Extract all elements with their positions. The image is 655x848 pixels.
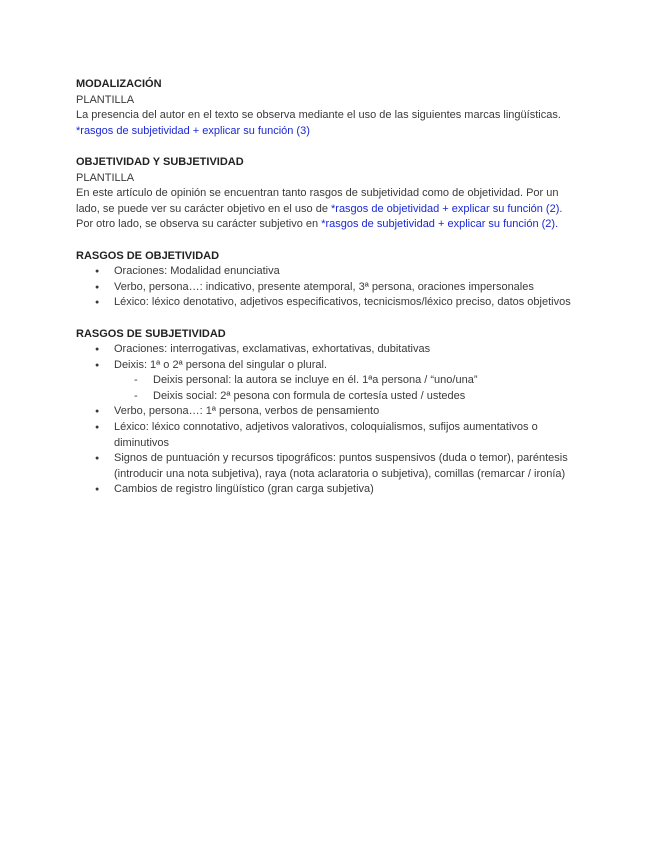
sub-list bbox=[76, 373, 581, 404]
template-placeholder-link: *rasgos de subjetividad + explicar su función (2). bbox=[321, 218, 559, 231]
section-rasgos-subjetividad bbox=[76, 327, 581, 499]
section-subtitle: PLANTILLA bbox=[76, 93, 135, 106]
list-item: ● Léxico: léxico connotativo, adjetivos valorativos, coloquialismos, sufijos aumentativos o diminutivos bbox=[76, 420, 581, 451]
paragraph-text: En este artículo de opinión se encuentran tanto rasgos de subjetividad como de objetividad. Por un lado, se puede ver su carácter objetivo en el uso de bbox=[76, 187, 559, 215]
bullet-list bbox=[76, 404, 581, 498]
list-item: ● Cambios de registro lingüístico (gran carga subjetiva) bbox=[76, 482, 581, 498]
spacer bbox=[76, 233, 581, 249]
list-item: ● Oraciones: Modalidad enunciativa bbox=[76, 264, 581, 280]
template-placeholder-link: *rasgos de objetividad + explicar su función (2). bbox=[331, 202, 563, 215]
section-heading: MODALIZACIÓN bbox=[76, 78, 162, 90]
list-item: ● Oraciones: interrogativas, exclamativas, exhortativas, dubitativas bbox=[76, 342, 581, 358]
bullet-list bbox=[76, 264, 581, 311]
section-rasgos-objetividad bbox=[76, 249, 581, 311]
list-item: ● Verbo, persona…: 1ª persona, verbos de pensamiento bbox=[76, 404, 581, 420]
paragraph: La presencia del autor en el texto se observa mediante el uso de las siguientes marcas lingüísticas. bbox=[76, 109, 561, 122]
paragraph bbox=[76, 217, 581, 233]
list-item-deixis bbox=[76, 358, 581, 374]
section-subtitle: PLANTILLA bbox=[76, 171, 135, 184]
template-placeholder-link: *rasgos de subjetividad + explicar su función (3) bbox=[76, 124, 310, 137]
bullet-list bbox=[76, 342, 581, 373]
section-objetividad-subjetividad bbox=[76, 155, 581, 233]
paragraph-text: Por otro lado, se observa su carácter subjetivo en bbox=[76, 218, 322, 231]
section-heading: OBJETIVIDAD Y SUBJETIVIDAD bbox=[76, 155, 244, 168]
list-item: ● Léxico: léxico denotativo, adjetivos especificativos, tecnicismos/léxico preciso, datos objetivos bbox=[76, 295, 581, 311]
paragraph bbox=[76, 186, 581, 217]
spacer bbox=[76, 139, 581, 155]
list-item: ● Verbo, persona…: indicativo, presente atemporal, 3ª persona, oraciones impersonales bbox=[76, 280, 581, 296]
sub-list-item: - Deixis personal: la autora se incluye en él. 1ªa persona / “uno/una” bbox=[76, 373, 581, 389]
spacer bbox=[76, 311, 581, 327]
section-modalizacion bbox=[76, 77, 581, 139]
list-item: ● Signos de puntuación y recursos tipográficos: puntos suspensivos (duda o temor), paréntesis (introducir una nota subjetiva), raya (nota aclaratoria o subjetiva), comillas (remarcar / ironía) bbox=[76, 451, 581, 482]
document-page bbox=[76, 77, 581, 498]
list-item-text: Deixis: 1ª o 2ª persona del singular o plural. bbox=[114, 358, 327, 371]
sub-list-item: - Deixis social: 2ª pesona con formula de cortesía usted / ustedes bbox=[76, 389, 581, 405]
section-heading: RASGOS DE OBJETIVIDAD bbox=[76, 249, 220, 262]
section-heading: RASGOS DE SUBJETIVIDAD bbox=[76, 327, 226, 340]
